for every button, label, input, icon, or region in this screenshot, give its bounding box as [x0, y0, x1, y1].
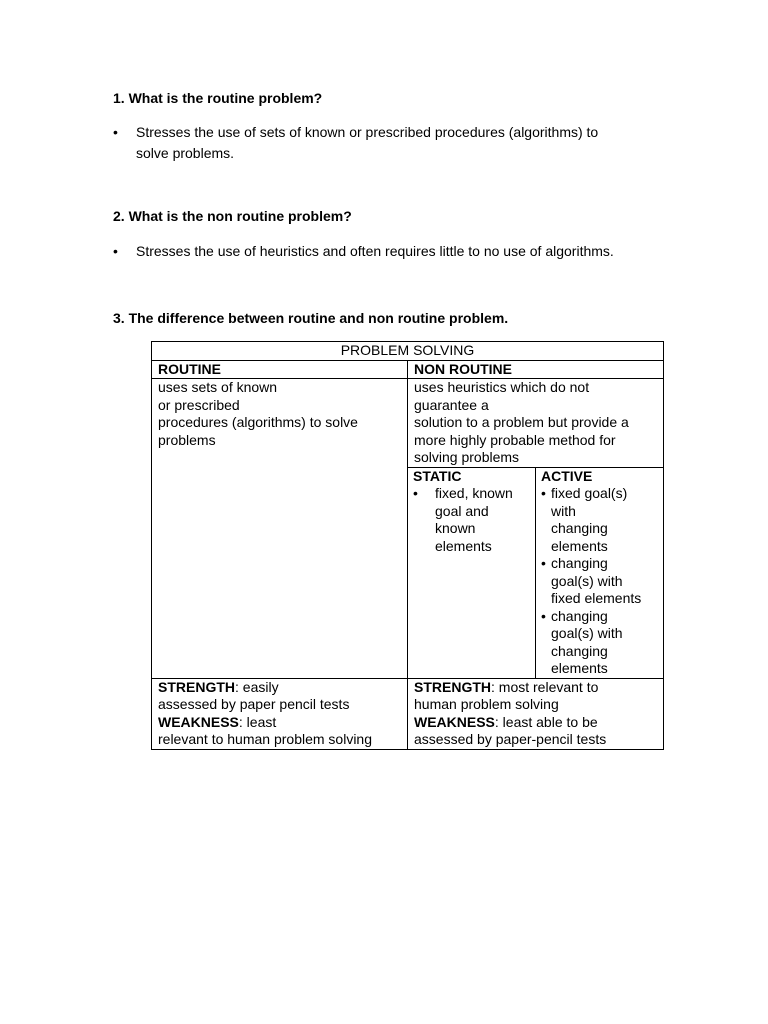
question-2-answer: [113, 241, 673, 262]
desc-line: guarantee a: [414, 396, 489, 413]
active-column: [536, 467, 664, 678]
table-header-row: [152, 360, 664, 379]
list-item: • fixed goal(s) with changing elements: [541, 485, 628, 554]
bullet-icon: •: [113, 243, 118, 259]
routine-header: ROUTINE: [152, 360, 408, 379]
desc-line: more highly probable method for: [414, 431, 616, 448]
question-2-heading: 2. What is the non routine problem?: [113, 208, 352, 224]
static-header: STATIC: [413, 467, 462, 484]
active-list: [541, 485, 658, 678]
desc-line: solution to a problem but provide a: [414, 414, 629, 430]
bullet-icon: •: [113, 124, 118, 140]
table-title-row: [152, 342, 664, 361]
answer-line: Stresses the use of heuristics and often requires little to no use of algorithms.: [136, 243, 614, 259]
non-routine-inner-table: [408, 379, 663, 678]
desc-line: uses heuristics which do not: [414, 379, 590, 395]
question-1-answer: [113, 122, 673, 164]
routine-description: [152, 379, 408, 679]
desc-line: procedures (algorithms) to solve: [158, 414, 358, 430]
bullet-icon: •: [413, 485, 418, 501]
bullet-icon: •: [541, 555, 546, 571]
list-item: • changing goal(s) with changing elements: [541, 607, 623, 676]
bullet-icon: •: [541, 485, 546, 501]
answer-line: Stresses the use of sets of known or prescribed procedures (algorithms) to: [136, 124, 599, 140]
desc-line: uses sets of known: [158, 379, 278, 395]
problem-solving-table: [151, 341, 664, 750]
active-header: ACTIVE: [541, 467, 593, 484]
question-3-heading: 3. The difference between routine and non routine problem.: [113, 310, 509, 326]
weakness-label: WEAKNESS: [414, 713, 495, 730]
question-1-heading: 1. What is the routine problem?: [113, 90, 323, 106]
static-list: [413, 485, 530, 555]
strength-label: STRENGTH: [414, 678, 491, 695]
routine-evaluation: STRENGTH: easily assessed by paper pencil tests WEAKNESS: least relevant to human problem solving: [152, 678, 408, 749]
non-routine-details: [408, 379, 664, 679]
table-title: PROBLEM SOLVING: [152, 342, 664, 361]
non-routine-header: NON ROUTINE: [408, 360, 664, 379]
list-item: • changing goal(s) with fixed elements: [541, 555, 642, 606]
table-evaluation-row: [152, 678, 664, 749]
strength-label: STRENGTH: [158, 678, 235, 695]
list-item: • fixed, known goal and known elements: [413, 485, 513, 554]
answer-line: solve problems.: [136, 145, 235, 161]
non-routine-description: [408, 379, 663, 467]
bullet-icon: •: [541, 607, 546, 624]
desc-line: solving problems: [414, 449, 520, 465]
desc-line: problems: [158, 431, 216, 448]
non-routine-evaluation: STRENGTH: most relevant to human problem solving WEAKNESS: least able to be assessed by paper-pencil tests: [408, 678, 664, 749]
desc-line: or prescribed: [158, 396, 240, 413]
table-description-row: [152, 379, 664, 679]
static-column: [408, 467, 536, 678]
weakness-label: WEAKNESS: [158, 713, 239, 730]
